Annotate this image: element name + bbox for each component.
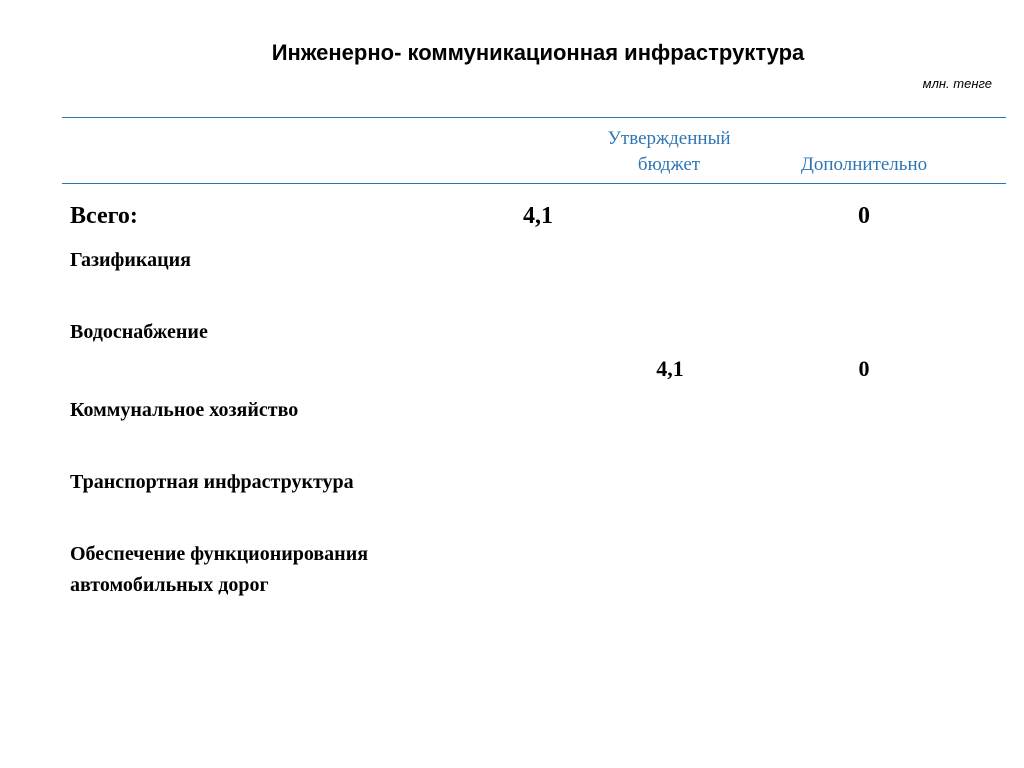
row-label-road-maintenance-line1: Обеспечение функционирования	[70, 543, 369, 565]
row-label-road-maintenance-line2: автомобильных дорог	[70, 574, 269, 596]
column-header-approved-budget	[578, 126, 760, 178]
unit-label: млн. тенге	[922, 76, 992, 91]
column-header-additional: Дополнительно	[800, 154, 928, 175]
row-approved-value: 4,1	[656, 356, 684, 381]
header-top-rule	[62, 117, 1006, 118]
column-header-approved-line2: бюджет	[637, 154, 701, 175]
total-approved-value: 4,1	[523, 203, 553, 229]
row-label-gasification: Газификация	[70, 249, 191, 271]
row-additional-value: 0	[858, 356, 870, 381]
header-bottom-rule	[62, 183, 1006, 184]
row-label-road-maintenance	[70, 539, 490, 601]
column-header-approved-line1: Утвержденный	[607, 128, 731, 149]
row-label-transport-infrastructure: Транспортная инфраструктура	[70, 471, 354, 493]
row-label-water-supply: Водоснабжение	[70, 321, 208, 343]
total-label: Всего:	[70, 203, 138, 229]
total-additional-value: 0	[858, 203, 870, 229]
row-label-utilities: Коммунальное хозяйство	[70, 399, 299, 421]
page-title: Инженерно- коммуникационная инфраструктура	[271, 40, 805, 65]
